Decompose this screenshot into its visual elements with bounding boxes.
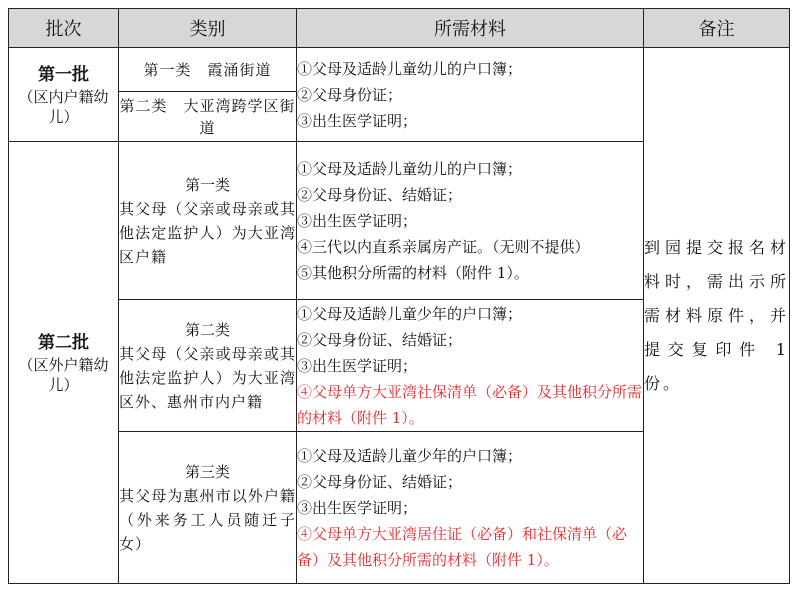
batch1-cell — [9, 48, 119, 142]
material-item: ①父母及适龄儿童幼儿的户口簿； — [297, 59, 523, 78]
material-item: ④三代以内直系亲属房产证。（无则不提供） — [297, 237, 590, 256]
header-batch: 批次 — [9, 9, 119, 48]
category-description: 其父母（父亲或母亲或其他法定监护人）为大亚湾区外、惠州市内户籍 — [119, 344, 296, 411]
material-item: ②父母身份证； — [297, 85, 403, 104]
material-item-required: ④父母单方大亚湾社保清单（必备）及其他积分所需的材料（附件 1）。 — [297, 382, 643, 427]
material-item: ①父母及适龄儿童少年的户口簿； — [297, 304, 523, 323]
batch2-title: 第二批 — [38, 332, 89, 353]
header-category: 类别 — [119, 9, 297, 48]
category-title: 第二类 — [184, 320, 230, 339]
material-item: ③出生医学证明； — [297, 356, 418, 375]
batch1-category-1: 第一类 霞涌街道 — [119, 48, 297, 92]
batch2-cat3-materials — [297, 432, 644, 584]
batch1-note: （区内户籍幼儿） — [18, 87, 109, 126]
header-remark: 备注 — [644, 9, 790, 48]
batch1-category-2: 第二类 大亚湾跨学区街道 — [119, 92, 297, 142]
material-item: ②父母身份证、结婚证； — [297, 472, 463, 491]
material-item: ③出生医学证明； — [297, 111, 418, 130]
table-row — [9, 48, 790, 92]
batch2-cell — [9, 142, 119, 584]
enrollment-materials-table — [8, 8, 790, 584]
material-item: ①父母及适龄儿童少年的户口簿； — [297, 446, 523, 465]
material-item: ③出生医学证明； — [297, 211, 418, 230]
material-item-required: ④父母单方大亚湾居住证（必备）和社保清单（必备）及其他积分所需的材料（附件 1）。 — [297, 524, 628, 569]
header-materials: 所需材料 — [297, 9, 644, 48]
material-item: ②父母身份证、结婚证； — [297, 330, 463, 349]
remark-text: 到园提交报名材料时，需出示所需材料原件，并提交复印件 1 份。 — [644, 237, 789, 393]
material-item: ③出生医学证明； — [297, 498, 418, 517]
batch2-note: （区外户籍幼儿） — [18, 355, 109, 394]
batch2-category-2 — [119, 300, 297, 432]
batch2-category-1 — [119, 142, 297, 300]
category-title: 第三类 — [184, 462, 230, 481]
batch2-cat1-materials — [297, 142, 644, 300]
category-description: 其父母为惠州市以外户籍（外来务工人员随迁子女） — [119, 486, 296, 553]
remark-cell — [644, 48, 790, 584]
batch1-title: 第一批 — [38, 64, 89, 85]
material-item: ①父母及适龄儿童幼儿的户口簿； — [297, 159, 523, 178]
batch2-category-3 — [119, 432, 297, 584]
category-title: 第一类 — [184, 175, 230, 194]
table-header-row — [9, 9, 790, 48]
batch2-cat2-materials — [297, 300, 644, 432]
batch1-materials — [297, 48, 644, 142]
material-item: ⑤其他积分所需的材料（附件 1）。 — [297, 263, 529, 282]
category-description: 其父母（父亲或母亲或其他法定监护人）为大亚湾区户籍 — [119, 199, 296, 266]
material-item: ②父母身份证、结婚证； — [297, 185, 463, 204]
